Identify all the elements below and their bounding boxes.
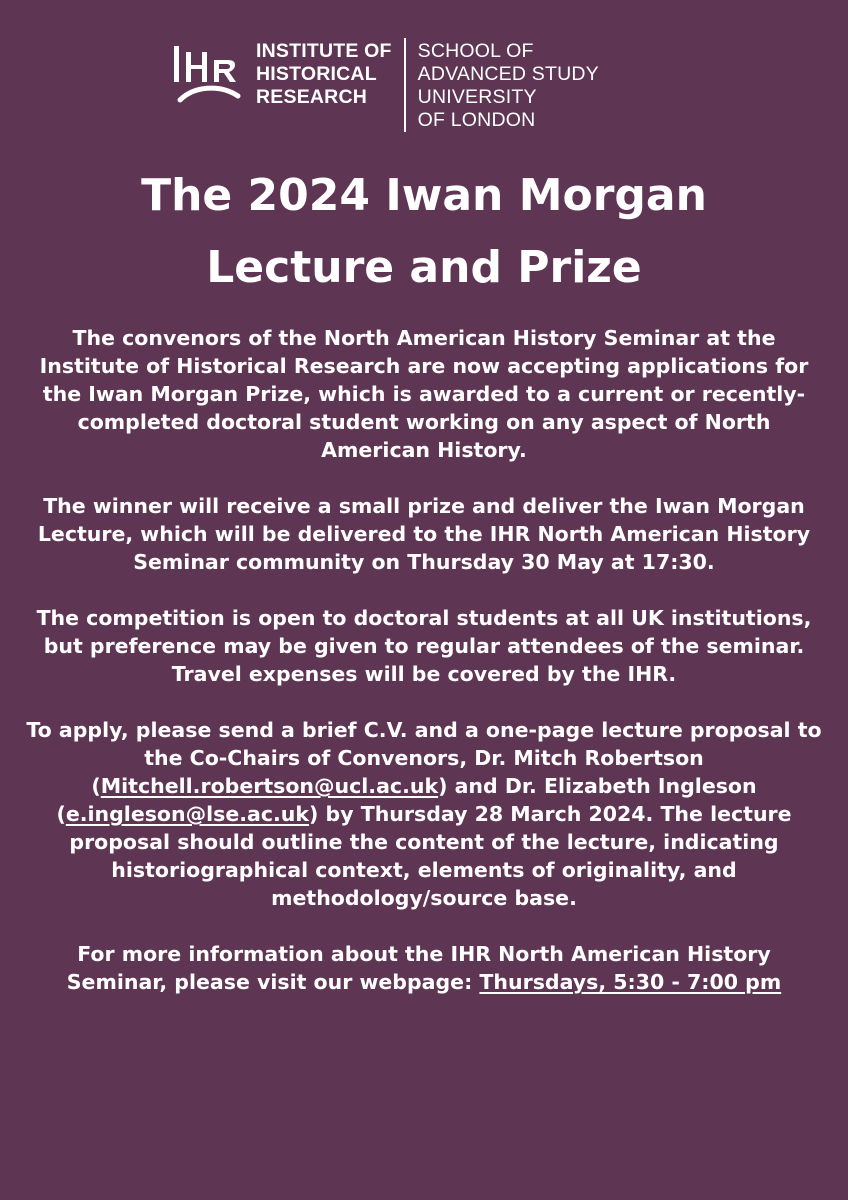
institute-name [256,40,392,109]
apply-text-2: ) and Dr. Elizabeth Ingleson ( [56,774,757,826]
apply-text-1: To apply, please send a brief C.V. and a one-page lecture proposal to the Co-Chairs of Convenors, Dr. Mitch Robertson ( [26,718,822,798]
institute-line: INSTITUTE OF [256,40,392,62]
school-name [418,40,599,132]
intro-paragraph: The convenors of the North American History Seminar at the Institute of Historical Research are now accepting applications for the Iwan Morgan Prize, which is awarded to a current or recently-completed doctoral student working on any aspect of North American History. [39,326,809,462]
ihr-logo-icon [172,38,242,114]
logo-divider [404,38,406,132]
title-line-1: The 2024 Iwan Morgan [141,170,707,221]
apply-text-3: ) by Thursday 28 March 2024. The lecture proposal should outline the content of the lecture, indicating historiographical context, elements of originality, and methodology/source base. [69,802,792,910]
apply-paragraph [24,716,824,912]
eligibility-paragraph: The competition is open to doctoral students at all UK institutions, but preference may be given to regular attendees of the seminar. Travel expenses will be covered by the IHR. [36,606,812,686]
institute-line: RESEARCH [256,86,368,108]
logo-lockup [172,38,599,134]
winner-paragraph: The winner will receive a small prize and deliver the Iwan Morgan Lecture, which will be delivered to the IHR North American History Seminar community on Thursday 30 May at 17:30. [37,494,811,574]
page-title [0,160,848,304]
title-line-2: Lecture and Prize [206,242,642,293]
more-info-text: For more information about the IHR North American History Seminar, please visit our webpage: [66,942,771,994]
body-copy [24,324,824,996]
webpage-link[interactable]: Thursdays, 5:30 - 7:00 pm [479,970,782,994]
more-info-paragraph [24,940,824,996]
school-line: SCHOOL OF [417,40,534,62]
email-link-robertson[interactable]: Mitchell.robertson@ucl.ac.uk [100,774,439,798]
school-line: OF LONDON [417,109,536,131]
school-line: UNIVERSITY [417,86,537,108]
institute-line: HISTORICAL [256,63,377,85]
school-line: ADVANCED STUDY [417,63,599,85]
email-link-ingleson[interactable]: e.ingleson@lse.ac.uk [65,802,310,826]
